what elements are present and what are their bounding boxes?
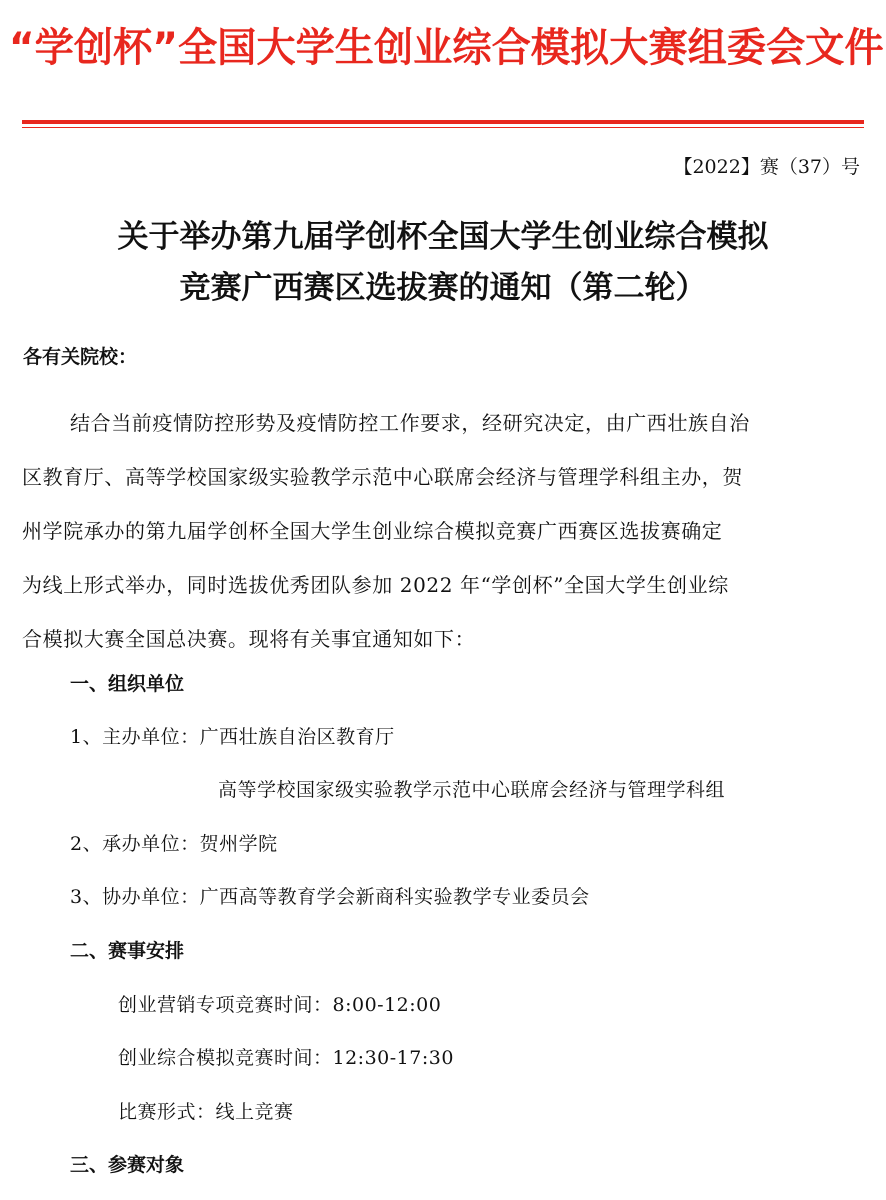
host-unit-second-line: 高等学校国家级实验教学示范中心联席会经济与管理学科组 — [218, 779, 726, 801]
paragraph-line: 合模拟大赛全国总决赛。现将有关事宜通知如下： — [22, 627, 476, 651]
paragraph-line: 区教育厅、高等学校国家级实验教学示范中心联席会经济与管理学科组主办，贺 — [22, 465, 743, 489]
notice-title-line-2: 竞赛广西赛区选拔赛的通知（第二轮） — [179, 270, 707, 306]
paragraph-line: 为线上形式举办，同时选拔优秀团队参加 2022 年“学创杯”全国大学生创业综 — [22, 573, 729, 597]
paragraph-line: 结合当前疫情防控形势及疫情防控工作要求，经研究决定，由广西壮族自治 — [70, 411, 750, 435]
header-red-rule-thin — [22, 127, 864, 128]
header-red-rule — [22, 120, 864, 124]
host-unit-line: 1、主办单位：广西壮族自治区教育厅 — [70, 726, 395, 748]
paragraph-line: 州学院承办的第九届学创杯全国大学生创业综合模拟竞赛广西赛区选拔赛确定 — [22, 519, 723, 543]
coorganizer-unit-line: 3、协办单位：广西高等教育学会新商科实验教学专业委员会 — [70, 886, 590, 908]
marketing-competition-time: 创业营销专项竞赛时间：8:00-12:00 — [118, 994, 442, 1016]
organizer-unit-line: 2、承办单位：贺州学院 — [70, 833, 278, 855]
salutation: 各有关院校： — [23, 346, 138, 368]
comprehensive-competition-time: 创业综合模拟竞赛时间：12:30-17:30 — [118, 1047, 454, 1069]
section-heading-schedule: 二、赛事安排 — [70, 940, 185, 962]
notice-title-line-1: 关于举办第九届学创杯全国大学生创业综合模拟 — [117, 219, 769, 255]
document-header-title: “学创杯”全国大学生创业综合模拟大赛组委会文件 — [8, 25, 884, 71]
section-heading-organizers: 一、组织单位 — [70, 673, 185, 695]
intro-paragraph — [22, 396, 868, 666]
document-number: 【2022】赛（37）号 — [673, 156, 860, 178]
competition-format: 比赛形式：线上竞赛 — [118, 1101, 294, 1123]
section-heading-participants: 三、参赛对象 — [70, 1154, 185, 1176]
